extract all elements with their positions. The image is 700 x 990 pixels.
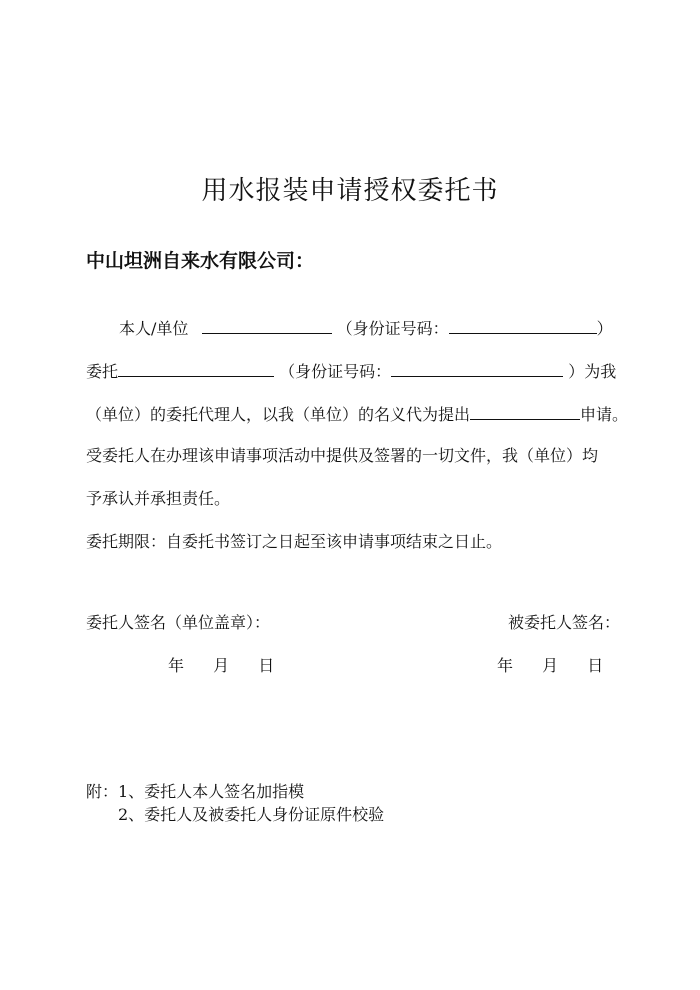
responsibility-line-2: 予承认并承担责任。	[86, 489, 231, 508]
principal-line	[119, 316, 613, 340]
agent-line-suffix: ）为我	[568, 362, 617, 381]
agent-date-year: 年	[497, 656, 514, 675]
application-line	[86, 402, 628, 426]
principal-label: 本人/单位	[119, 319, 189, 338]
addressee: 中山坦洲自来水有限公司：	[86, 250, 315, 272]
note-1: 附：1、委托人本人签名加指模	[86, 782, 305, 801]
principal-date-year: 年	[168, 656, 185, 675]
principal-name-blank[interactable]	[202, 316, 332, 334]
agent-id-label: （身份证号码：	[279, 362, 392, 381]
principal-date-day: 日	[258, 656, 275, 675]
application-suffix: 申请。	[580, 405, 629, 424]
agent-date-day: 日	[587, 656, 604, 675]
agent-line	[86, 359, 616, 383]
responsibility-line-1: 受委托人在办理该申请事项活动中提供及签署的一切文件，我（单位）均	[86, 446, 599, 465]
term-line: 委托期限：自委托书签订之日起至该申请事项结束之日止。	[86, 532, 503, 551]
principal-id-blank[interactable]	[449, 316, 597, 334]
agent-id-blank[interactable]	[391, 359, 563, 377]
principal-date-month: 月	[213, 656, 230, 675]
application-text: （单位）的委托代理人，以我（单位）的名义代为提出	[86, 405, 471, 424]
agent-label: 委托	[86, 362, 119, 381]
note-2: 2、委托人及被委托人身份证原件校验	[118, 805, 385, 824]
principal-signature-label: 委托人签名（单位盖章）：	[86, 613, 271, 632]
agent-date-month: 月	[542, 656, 559, 675]
application-item-blank[interactable]	[470, 402, 580, 420]
principal-date	[168, 655, 274, 677]
principal-id-close: ）	[596, 319, 613, 338]
agent-signature-label: 被委托人签名：	[508, 613, 621, 632]
document-title: 用水报装申请授权委托书	[201, 176, 499, 206]
principal-id-label: （身份证号码：	[336, 319, 449, 338]
agent-name-blank[interactable]	[118, 359, 274, 377]
agent-date	[497, 655, 603, 677]
